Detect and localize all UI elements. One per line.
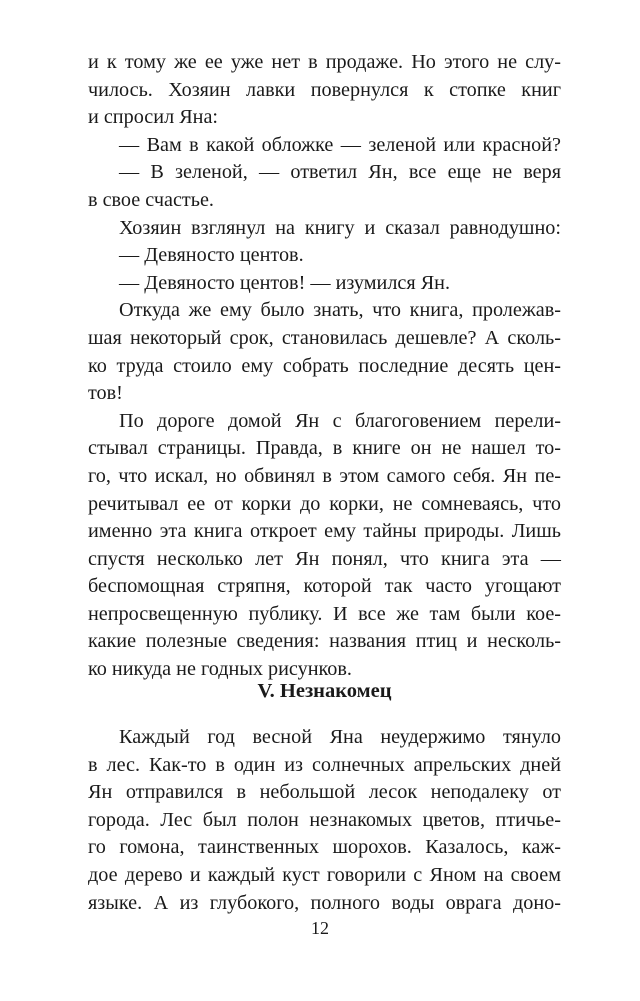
text-line: го гомона, таинственных шорохов. Казалось, каж- — [88, 836, 561, 859]
text-line: шая некоторый срок, становилась дешевле? А сколь- — [88, 326, 561, 349]
text-line: Каждый год весной Яна неудержимо тянуло — [119, 726, 561, 748]
text-block-top — [88, 49, 561, 684]
text-line: чилось. Хозяин лавки повернулся к стопке книг — [88, 78, 561, 101]
text-line: — Девяносто центов! — изумился Ян. — [119, 271, 451, 294]
text-line: непросвещенную публику. И все же там были кое- — [88, 602, 561, 625]
text-line: Ян отправился в небольшой лесок неподалеку от — [88, 781, 561, 804]
text-line: какие полезные сведения: названия птиц и несколь- — [88, 630, 561, 653]
text-line: языке. А из глубокого, полного воды оврага доно- — [88, 891, 561, 914]
text-line: — Девяносто центов. — [119, 244, 304, 267]
text-line: дое дерево и каждый куст говорили с Яном на своем — [88, 863, 561, 886]
text-line: речитывал ее от корки до корки, не сомневаясь, что — [88, 492, 561, 515]
text-line: Откуда же ему было знать, что книга, пролежав- — [119, 299, 561, 322]
text-line: спустя несколько лет Ян понял, что книга эта — — [88, 547, 561, 570]
text-line: и спросил Яна: — [88, 106, 219, 129]
text-line: города. Лес был полон незнакомых цветов, птичье- — [88, 808, 561, 831]
text-line: беспомощная стряпня, которой так часто угощают — [88, 575, 561, 598]
text-line: — Вам в какой обложке — зеленой или красной? — [119, 133, 561, 156]
text-line: Хозяин взглянул на книгу и сказал равнодушно: — [119, 216, 561, 239]
text-line: в лес. Как-то в один из солнечных апрельских дней — [88, 753, 561, 776]
text-line: стывал страницы. Правда, в книге он не нашел то- — [88, 437, 561, 460]
text-line: ко никуда не годных рисунков. — [88, 658, 352, 681]
text-line: именно эта книга откроет ему тайны природы. Лишь — [88, 520, 561, 543]
text-line: в свое счастье. — [88, 188, 214, 211]
text-block-bottom — [88, 724, 561, 917]
text-line: — В зеленой, — ответил Ян, все еще не веря — [119, 161, 561, 184]
chapter-heading: V. Незнакомец — [257, 680, 392, 702]
text-line: По дороге домой Ян с благоговением перели- — [119, 409, 561, 432]
text-line: ко труда стоило ему собрать последние десять цен- — [88, 354, 561, 377]
text-line: тов! — [88, 382, 123, 405]
page-number: 12 — [311, 918, 329, 938]
text-line: и к тому же ее уже нет в продаже. Но этого не слу- — [88, 51, 561, 73]
text-line: го, что искал, но обвинял в этом самого себя. Ян пе- — [88, 464, 561, 487]
